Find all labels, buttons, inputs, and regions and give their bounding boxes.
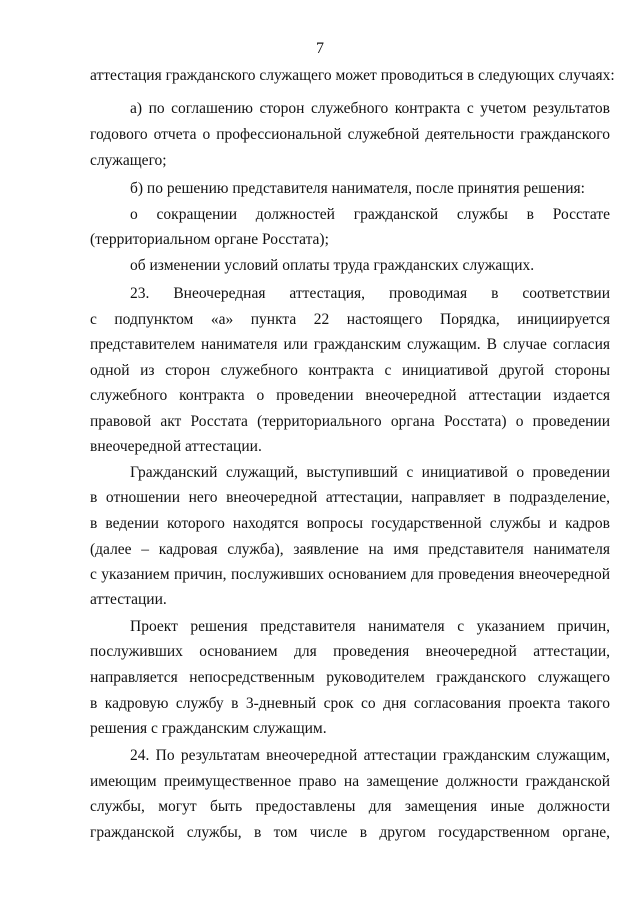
text-line: службы, могут быть предоставлены для замещения иные должности (90, 798, 610, 815)
text-line: с указанием причин, послуживших основанием для проведения внеочередной (90, 566, 610, 583)
text-line: (далее – кадровая служба), заявление на имя представителя нанимателя (90, 541, 610, 558)
text-line: в кадровую службу в 3-дневный срок со дня согласования проекта такого (90, 695, 610, 712)
text-line: служащего; (90, 152, 167, 169)
text-line: правовой акт Росстата (территориального органа Росстата) о проведении (90, 413, 610, 430)
text-line: решения с гражданским служащим. (90, 720, 327, 737)
text-line: представителем нанимателя или гражданским служащим. В случае согласия (90, 336, 610, 353)
text-line: направляется непосредственным руководителем гражданского служащего (90, 669, 610, 686)
text-line: (территориальном органе Росстата); (90, 231, 329, 248)
text-line: аттестация гражданского служащего может проводиться в следующих случаях: (90, 67, 615, 84)
text-line: Проект решения представителя нанимателя с указанием причин, (130, 618, 610, 635)
text-line: 23. Внеочередная аттестация, проводимая в соответствии (130, 285, 610, 302)
text-line: послуживших основанием для проведения внеочередной аттестации, (90, 643, 610, 660)
text-line: а) по соглашению сторон служебного контракта с учетом результатов (130, 100, 610, 117)
text-line: с подпунктом «а» пункта 22 настоящего Порядка, инициируется (90, 311, 610, 328)
text-line: одной из сторон служебного контракта с инициативой другой стороны (90, 362, 610, 379)
text-line: Гражданский служащий, выступивший с инициативой о проведении (130, 464, 610, 481)
text-line: внеочередной аттестации. (90, 438, 262, 455)
text-line: служебного контракта о проведении внеочередной аттестации издается (90, 387, 610, 404)
text-line: имеющим преимущественное право на замещение должности гражданской (90, 773, 610, 790)
text-line: аттестации. (90, 591, 167, 608)
text-line: в ведении которого находятся вопросы государственной службы и кадров (90, 515, 610, 532)
text-line: годового отчета о профессиональной служебной деятельности гражданского (90, 126, 610, 143)
text-line: 24. По результатам внеочередной аттестации гражданским служащим, (130, 747, 610, 764)
text-line: об изменении условий оплаты труда гражданских служащих. (130, 257, 535, 274)
text-line: б) по решению представителя нанимателя, после принятия решения: (130, 180, 585, 197)
page-number: 7 (316, 40, 324, 57)
text-line: гражданской службы, в том числе в другом государственном органе, (90, 824, 610, 841)
text-line: в отношении него внеочередной аттестации, направляет в подразделение, (90, 489, 610, 506)
text-line: о сокращении должностей гражданской службы в Росстате (130, 206, 610, 223)
